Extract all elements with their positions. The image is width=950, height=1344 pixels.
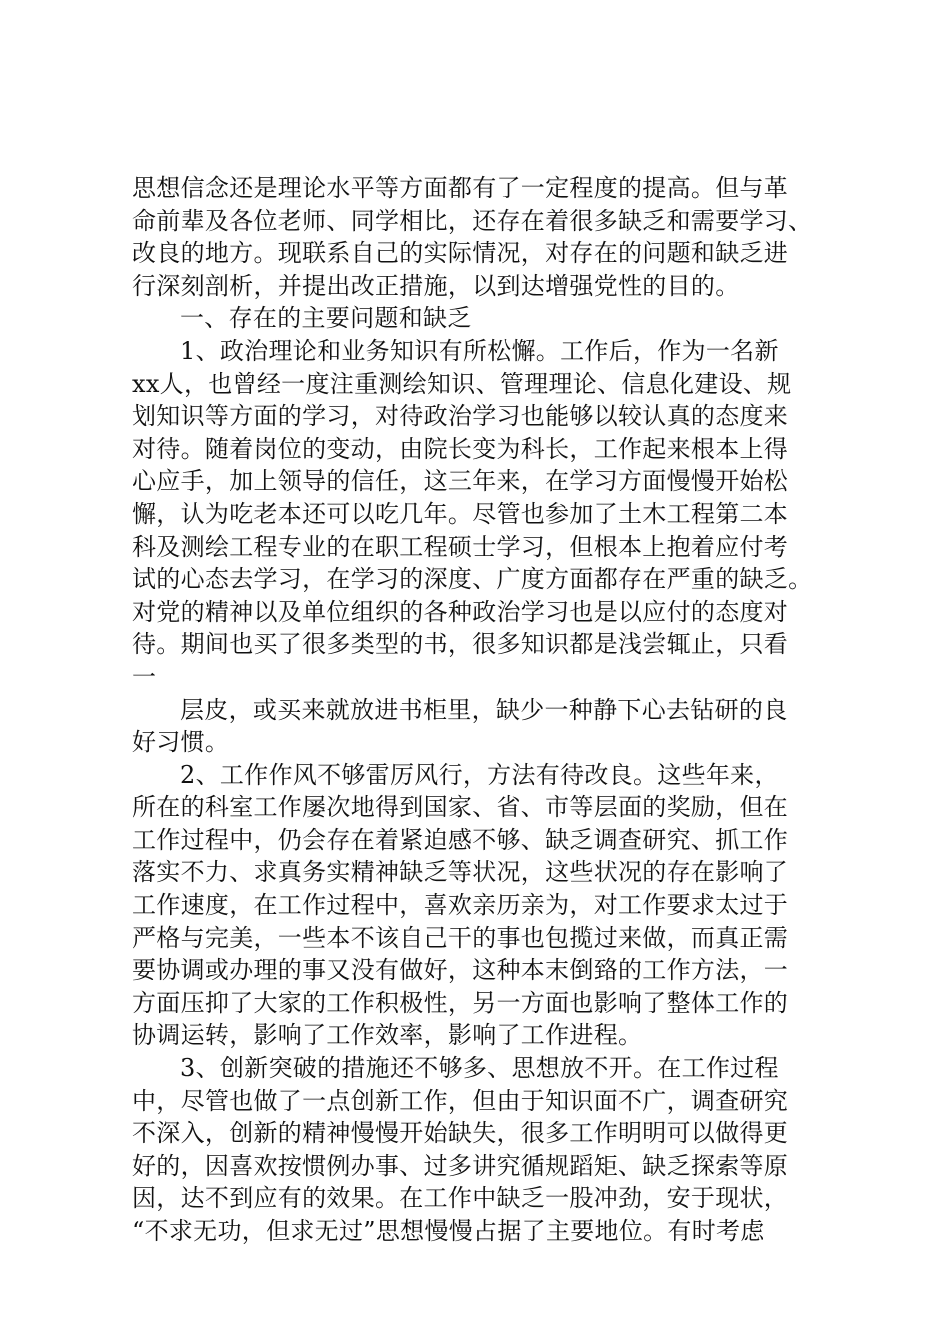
text-line: 因，达不到应有的效果。在工作中缺乏一股冲劲，安于现状， xyxy=(132,1184,789,1213)
text-line: 工作速度，在工作过程中，喜欢亲历亲为，对工作要求太过于 xyxy=(132,891,789,920)
text-line: 划知识等方面的学习，对待政治学习也能够以较认真的态度来 xyxy=(132,402,789,431)
text-line: 不深入，创新的精神慢慢开始缺失，很多工作明明可以做得更 xyxy=(132,1119,789,1148)
text-line: 科及测绘工程专业的在职工程硕士学习，但根本上抱着应付考 xyxy=(132,532,789,561)
text-line: 层皮，或买来就放进书柜里，缺少一种静下心去钻研的良 xyxy=(180,695,788,724)
text-line: 1、政治理论和业务知识有所松懈。工作后，作为一名新 xyxy=(180,336,779,365)
text-line: 工作过程中，仍会存在着紧迫感不够、缺乏调查研究、抓工作 xyxy=(132,825,789,854)
text-line: 思想信念还是理论水平等方面都有了一定程度的提高。但与革 xyxy=(132,174,789,202)
text-line: 3、创新突破的措施还不够多、思想放不开。在工作过程 xyxy=(180,1054,779,1083)
text-line: 一、存在的主要问题和缺乏 xyxy=(180,304,472,333)
text-line: “不求无功，但求无过”思想慢慢占据了主要地位。有时考虑 xyxy=(132,1217,765,1245)
text-line: 严格与完美，一些本不该自己干的事也包揽过来做，而真正需 xyxy=(132,923,789,952)
text-line: 心应手，加上领导的信任，这三年来，在学习方面慢慢开始松 xyxy=(132,467,789,496)
text-line: 落实不力、求真务实精神缺乏等状况，这些状况的存在影响了 xyxy=(132,858,789,887)
text-line: 要协调或办理的事又没有做好，这种本末倒臵的工作方法，一 xyxy=(132,956,789,985)
text-line: 好习惯。 xyxy=(132,728,230,757)
text-line: 一 xyxy=(132,662,157,691)
text-line: 协调运转，影响了工作效率，影响了工作进程。 xyxy=(132,1021,643,1050)
text-line: 待。期间也买了很多类型的书，很多知识都是浅尝辄止，只看 xyxy=(132,630,789,659)
text-line: 方面压抑了大家的工作积极性，另一方面也影响了整体工作的 xyxy=(132,988,789,1017)
text-line: 懈，认为吃老本还可以吃几年。尽管也参加了土木工程第二本 xyxy=(132,499,789,528)
text-line: 改良的地方。现联系自己的实际情况，对存在的问题和缺乏进 xyxy=(132,239,789,268)
text-line: 好的，因喜欢按惯例办事、过多讲究循规蹈矩、缺乏探索等原 xyxy=(132,1151,789,1180)
text-line: 对待。随着岗位的变动，由院长变为科长，工作起来根本上得 xyxy=(132,434,789,463)
text-line: xx人，也曾经一度注重测绘知识、管理理论、信息化建设、规 xyxy=(132,369,792,398)
document-page xyxy=(132,172,832,1248)
text-line: 对党的精神以及单位组织的各种政治学习也是以应付的态度对 xyxy=(132,597,789,626)
text-line: 所在的科室工作屡次地得到国家、省、市等层面的奖励，但在 xyxy=(132,793,789,822)
text-line: 2、工作作风不够雷厉风行，方法有待改良。这些年来， xyxy=(180,760,779,789)
text-line: 试的心态去学习，在学习的深度、广度方面都存在严重的缺乏。 xyxy=(132,565,813,594)
text-line: 行深刻剖析，并提出改正措施，以到达增强党性的目的。 xyxy=(132,271,740,300)
text-line: 命前辈及各位老师、同学相比，还存在着很多缺乏和需要学习、 xyxy=(132,206,813,235)
text-line: 中，尽管也做了一点创新工作，但由于知识面不广，调查研究 xyxy=(132,1086,789,1115)
